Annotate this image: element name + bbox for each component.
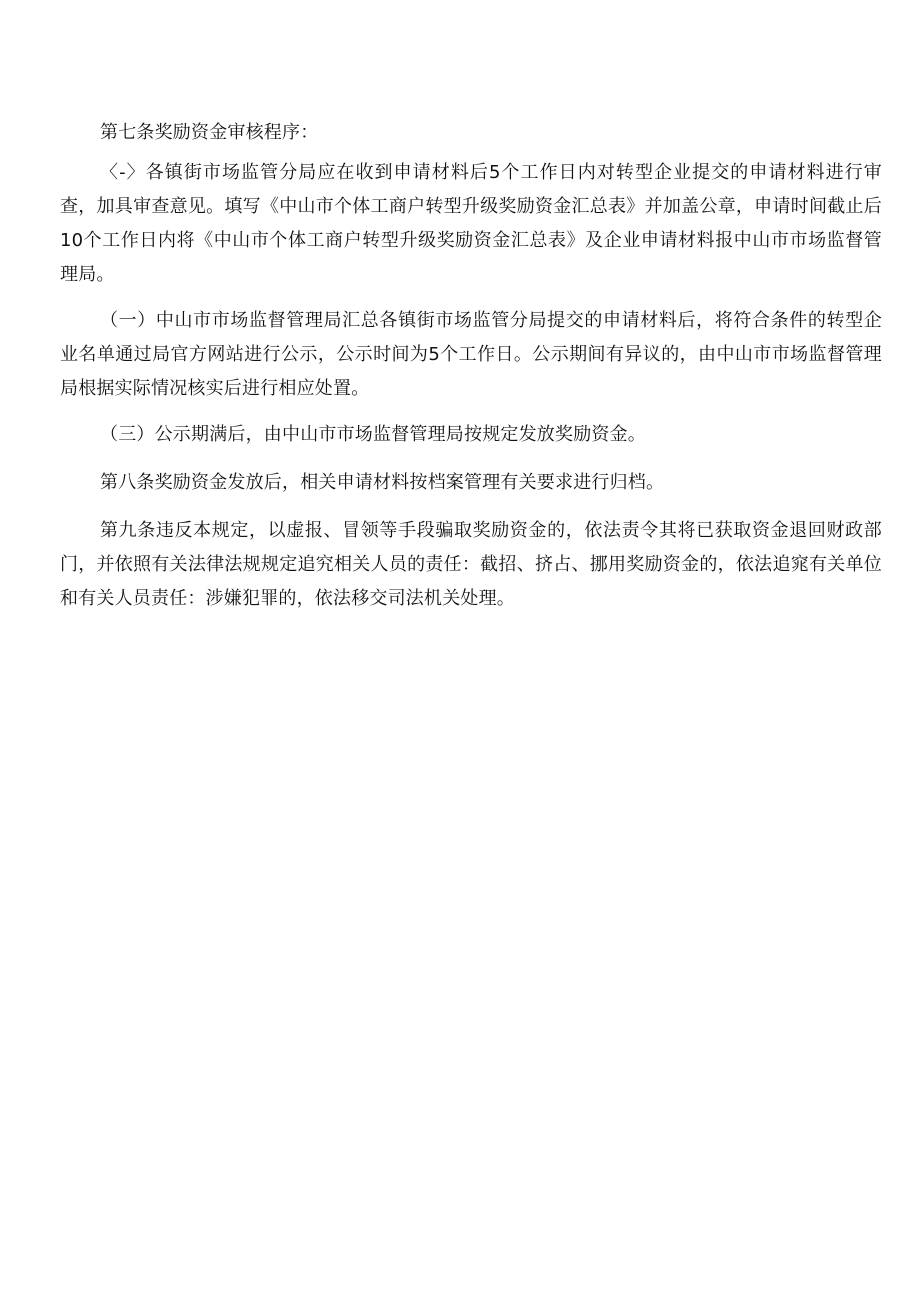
article-7-heading: 第七条奖励资金审核程序： (100, 122, 319, 143)
article-7-item-1: 〈-〉各镇街市场监管分局应在收到申请材料后5个工作日内对转型企业提交的申请材料进行审查，加具审查意见。填写《中山市个体工商户转型升级奖励资金汇总表》并加盖公章，申请时间截止后10个工作日内将《中山市个体工商户转型升级奖励资金汇总表》及企业申请材料报中山市市场监督管理局。 (60, 162, 882, 285)
article-8: 第八条奖励资金发放后，相关申请材料按档案管理有关要求进行归档。 (100, 472, 665, 493)
article-7-item-3: （三）公示期满后，由中山市市场监督管理局按规定发放奖励资金。 (100, 424, 646, 445)
document-body (60, 116, 882, 616)
article-7-item-2: （一）中山市市场监督管理局汇总各镇街市场监管分局提交的申请材料后，将符合条件的转型企业名单通过局官方网站进行公示，公示时间为5个工作日。公示期间有异议的，由中山市市场监督管理局根据实际情况核实后进行相应处置。 (60, 310, 882, 399)
article-9: 第九条违反本规定，以虚报、冒领等手段骗取奖励资金的，依法责令其将已获取资金退回财政部门，并依照有关法律法规规定追究相关人员的责任：截招、挤占、挪用奖励资金的，依法追窕有关单位和有关人员责任：涉嫌犯罪的，依法移交司法机关处理。 (60, 520, 882, 609)
